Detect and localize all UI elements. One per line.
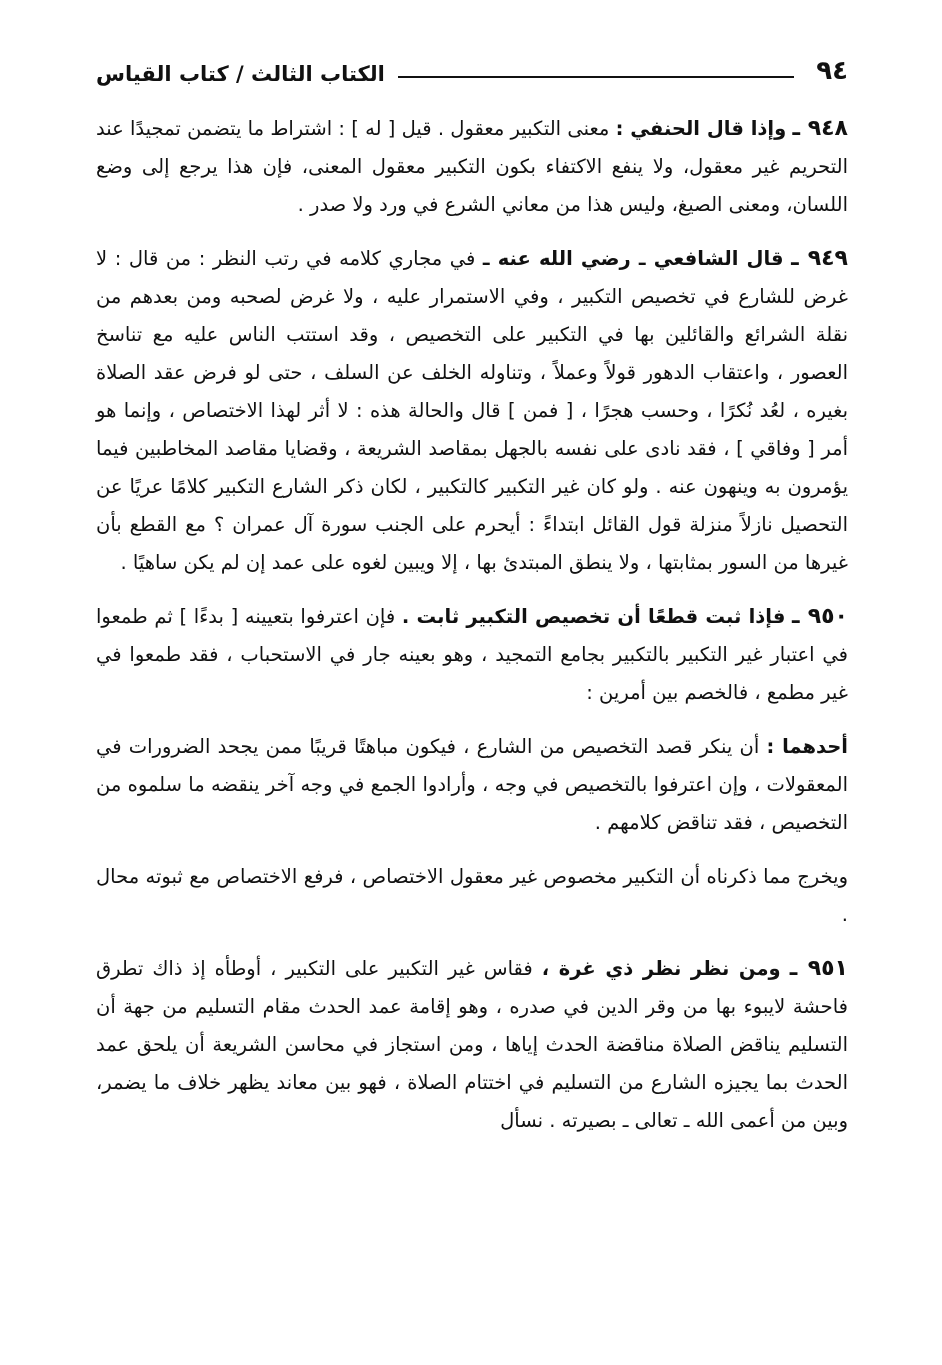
page-header <box>96 48 848 98</box>
paragraph-number: ٩٥١ ـ <box>789 956 848 981</box>
paragraph-first-matter <box>96 728 848 842</box>
paragraph-text: ويخرج مما ذكرناه أن التكبير مخصوص غير معقول الاختصاص ، فرفع الاختصاص مع ثبوته محال . <box>96 865 848 926</box>
paragraph-lead: قال الشافعي ـ رضي الله عنه ـ <box>482 247 784 270</box>
header-rule <box>398 76 794 78</box>
book-page <box>96 48 848 1348</box>
paragraph-text: فقاس غير التكبير على التكبير ، أوطأه إذ ذاك تطرق فاحشة لايبوء بها من وقر الدين في صدره ، وهو إقامة عمد الحدث مقام التسليم من جهة أن التسليم يناقض الصلاة مناقضة الحدث إياها ، ومن استجاز في محاسن الشريعة أن يلحق عمد الحدث بما يجيزه الشارع من التسليم في اختتام الصلاة ، فهو بين معاند يظهر خلاف ما يضمر، وبين من أعمى الله ـ تعالى ـ بصيرته . نسأل <box>96 957 848 1132</box>
paragraph-number: ٩٥٠ ـ <box>792 604 848 629</box>
paragraph-lead: وإذا قال الحنفي : <box>615 117 787 140</box>
paragraph-text: أن ينكر قصد التخصيص من الشارع ، فيكون مباهتًا قريبًا ممن يجحد الضرورات في المعقولات ، وإن اعترفوا بالتخصيص في وجه ، وأرادوا الجمع في وجه آخر ينقضه ما سلموه من التخصيص ، فقد تناقض كلامهم . <box>96 735 848 834</box>
paragraph-conclusion <box>96 858 848 934</box>
paragraph-lead: ومن نظر نظر ذي غرة ، <box>541 957 781 980</box>
paragraph-text: معنى التكبير معقول . قيل [ له ] : اشتراط ما يتضمن تمجيدًا عند التحريم غير معقول، ولا ينفع الاكتفاء بكون التكبير معقول المعنى، فإن هذا يرجع إلى وضع اللسان، ومعنى الصيغ، وليس هذا من معاني الشرع في ورد ولا صدر . <box>96 117 848 216</box>
paragraph-948 <box>96 110 848 224</box>
paragraph-text: فإن اعترفوا بتعيينه [ بدءًا ] ثم طمعوا في اعتبار غير التكبير بالتكبير بجامع التمجيد ، وهو بعينه جار في الاستحباب ، فقد طمعوا في غير مطمع ، فالخصم بين أمرين : <box>96 605 848 704</box>
paragraph-949 <box>96 240 848 582</box>
page-number: ٩٤ <box>816 56 848 86</box>
running-title: الكتاب الثالث / كتاب القياس <box>96 62 385 86</box>
paragraph-text: في مجاري كلامه في رتب النظر : من قال : لا غرض للشارع في تخصيص التكبير ، وفي الاستمرار عليه ، ولا غرض لصحبه ومن بعدهم من نقلة الشرائع والقائلين بها في التكبير على التخصيص ، وقد استتب الناس عليه مع تناسخ العصور ، واعتقاب الدهور قولاً وعملاً ، وتناوله الخلف عن السلف ، حتى لو فرض عقد الصلاة بغيره ، لعُد نُكرًا ، وحسب هجرًا ، [ فمن ] قال والحالة هذه : لا أثر لهذا الاختصاص ، وإنما هو أمر [ وفاقي ] ، فقد نادى على نفسه بالجهل بمقاصد الشريعة ، وقضايا مقاصد المخاطبين فيما يؤمرون به وينهون عنه . ولو كان غير التكبير كالتكبير ، لكان ذكر الشارع التكبير كلامًا عريًا عن التحصيل نازلاً منزلة قول القائل ابتداءً : أيحرم على الجنب سورة آل عمران ؟ مع القطع بأن غيرها من السور بمثابتها ، ولا ينطق المبتدئ بها ، إلا ويبين لغوه على عمد إن لم يكن ساهيًا . <box>96 247 848 574</box>
paragraph-number: ٩٤٩ ـ <box>791 246 848 271</box>
paragraph-lead: أحدهما : <box>766 735 848 758</box>
paragraph-950 <box>96 598 848 712</box>
paragraph-number: ٩٤٨ ـ <box>792 116 848 141</box>
paragraph-951 <box>96 950 848 1140</box>
page-body <box>96 110 848 1140</box>
paragraph-lead: فإذا ثبت قطعًا أن تخصيص التكبير ثابت . <box>401 605 786 628</box>
